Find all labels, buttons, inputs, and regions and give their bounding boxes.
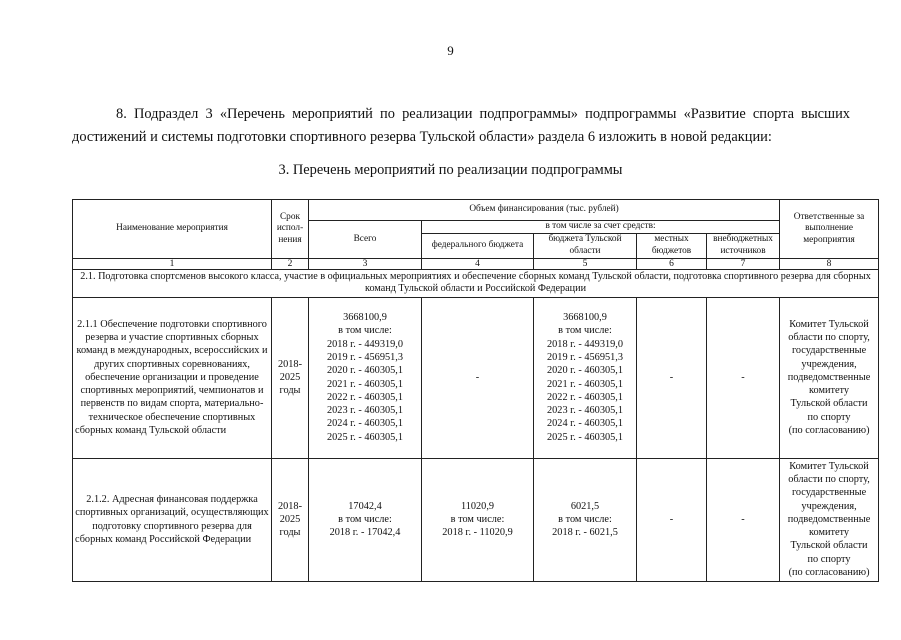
term-line: 2018- <box>277 500 303 512</box>
table-row <box>73 458 879 581</box>
header-extra: внебюджетных источников <box>707 233 780 258</box>
header-responsible: Ответственные за выполнение мероприятия <box>780 200 879 259</box>
local-cell <box>637 297 707 458</box>
extra-cell <box>707 297 780 458</box>
responsible-line: Тульской области <box>790 540 868 552</box>
local-line: - <box>669 513 674 525</box>
total-line: 3668100,9 <box>343 312 387 324</box>
extra-line: - <box>741 371 745 383</box>
term-line: годы <box>279 385 301 397</box>
federal-line: 2018 г. - 11020,9 <box>442 527 513 539</box>
responsible-line: Тульской области <box>790 398 868 410</box>
total-line: 2018 г. - 449319,0 <box>327 338 403 350</box>
header-name: Наименование мероприятия <box>73 200 272 259</box>
extra-cell <box>707 458 780 581</box>
column-number: 4 <box>422 258 534 269</box>
column-number: 5 <box>534 258 637 269</box>
term-line: 2018- <box>277 358 303 370</box>
column-number: 2 <box>272 258 309 269</box>
responsible-line: комитету <box>809 527 850 539</box>
regional-line: 6021,5 <box>570 500 600 512</box>
term-line: 2025 <box>279 513 301 525</box>
term-line: годы <box>279 527 301 539</box>
subsection-heading: 2.1. Подготовка спортсменов высокого класса, участие в официальных мероприятиях и обеспечение сборных команд Тульской области, подготовка спортивного резерва для сборных команд Тульской области и Российской Федерации <box>73 269 879 297</box>
responsible-line: (по согласованию) <box>788 425 870 437</box>
total-line: в том числе: <box>338 325 392 337</box>
regional-line: 2022 г. - 460305,1 <box>547 391 623 403</box>
total-line: 2025 г. - 460305,1 <box>327 431 403 443</box>
column-number: 3 <box>309 258 422 269</box>
responsible-line: подведомственные <box>787 371 871 383</box>
responsible-line: Комитет Тульской <box>789 460 869 472</box>
regional-line: 2024 г. - 460305,1 <box>547 418 623 430</box>
total-line: 2019 г. - 456951,3 <box>327 351 403 363</box>
federal-line: 11020,9 <box>460 500 495 512</box>
responsible-line: Комитет Тульской <box>789 318 869 330</box>
regional-line: 2018 г. - 449319,0 <box>547 338 623 350</box>
federal-cell <box>422 297 534 458</box>
intro-paragraph: 8. Подраздел 3 «Перечень мероприятий по реализации подпрограммы» подпрограммы «Развитие спорта высших достижений и системы подготовки спортивного резерва Тульской области» раздела 6 изложить в новой редакции: <box>72 106 850 145</box>
header-funding: Объем финансирования (тыс. рублей) <box>309 200 780 221</box>
regional-line: в том числе: <box>558 513 612 525</box>
regional-line: 2018 г. - 6021,5 <box>552 527 618 539</box>
local-cell <box>637 458 707 581</box>
responsible-line: области по спорту, <box>788 331 870 343</box>
measure-name: 2.1.2. Адресная финансовая поддержка спортивных организаций, осуществляющих подготовку спортивного резерва для сборных команд Российской Федерации <box>73 458 272 581</box>
responsible-cell <box>780 297 879 458</box>
total-line: 2022 г. - 460305,1 <box>327 391 403 403</box>
header-total: Всего <box>309 221 422 259</box>
column-number: 7 <box>707 258 780 269</box>
responsible-line: комитету <box>809 385 850 397</box>
section-title: 3. Перечень мероприятий по реализации подпрограммы <box>278 162 623 178</box>
column-number: 8 <box>780 258 879 269</box>
extra-line: - <box>741 513 745 525</box>
responsible-line: учреждения, <box>801 500 857 512</box>
regional-line: 2023 г. - 460305,1 <box>547 405 623 417</box>
total-line: 2024 г. - 460305,1 <box>327 418 403 430</box>
federal-line: - <box>475 371 480 383</box>
page-number: 9 <box>447 43 454 58</box>
responsible-line: (по согласованию) <box>788 567 870 579</box>
regional-line: 2020 г. - 460305,1 <box>547 365 623 377</box>
header-term: Срок испол-нения <box>272 200 309 259</box>
responsible-line: по спорту <box>807 553 851 565</box>
total-line: 17042,4 <box>348 500 382 512</box>
responsible-line: учреждения, <box>801 358 857 370</box>
measure-name: 2.1.1 Обеспечение подготовки спортивного резерва и участие спортивных сборных команд в международных, всероссийских и других спортивных соревнованиях, обеспечение организации и проведение спортивных мероприятий, чемпионатов и первенств по видам спорта, материально-техническое обеспечение спортивных сборных команд Тульской области <box>73 297 272 458</box>
responsible-cell <box>780 458 879 581</box>
federal-cell <box>422 458 534 581</box>
header-local: местных бюджетов <box>637 233 707 258</box>
total-line: 2020 г. - 460305,1 <box>327 365 403 377</box>
header-regional: бюджета Тульской области <box>534 233 637 258</box>
regional-cell <box>534 458 637 581</box>
regional-line: 2019 г. - 456951,3 <box>547 351 623 363</box>
regional-line: 3668100,9 <box>563 312 607 324</box>
column-number: 1 <box>73 258 272 269</box>
regional-line: 2025 г. - 460305,1 <box>547 431 623 443</box>
regional-line: 2021 г. - 460305,1 <box>547 378 623 390</box>
header-including: в том числе за счет средств: <box>422 221 780 234</box>
responsible-line: по спорту <box>807 411 851 423</box>
total-line: в том числе: <box>338 513 392 525</box>
local-line: - <box>669 371 674 383</box>
total-line: 2018 г. - 17042,4 <box>329 527 401 539</box>
total-line: 2021 г. - 460305,1 <box>327 378 403 390</box>
term-cell <box>272 458 309 581</box>
responsible-line: государственные <box>791 487 867 499</box>
measures-table <box>72 199 879 582</box>
table-row <box>73 297 879 458</box>
header-federal: федерального бюджета <box>422 233 534 258</box>
responsible-line: области по спорту, <box>788 473 870 485</box>
column-number: 6 <box>637 258 707 269</box>
responsible-line: подведомственные <box>787 513 871 525</box>
total-cell <box>309 297 422 458</box>
regional-cell <box>534 297 637 458</box>
regional-line: в том числе: <box>558 325 612 337</box>
term-line: 2025 <box>279 371 301 383</box>
column-numbers-row <box>73 258 879 269</box>
total-cell <box>309 458 422 581</box>
federal-line: в том числе: <box>450 513 505 525</box>
term-cell <box>272 297 309 458</box>
total-line: 2023 г. - 460305,1 <box>327 405 403 417</box>
responsible-line: государственные <box>791 345 867 357</box>
